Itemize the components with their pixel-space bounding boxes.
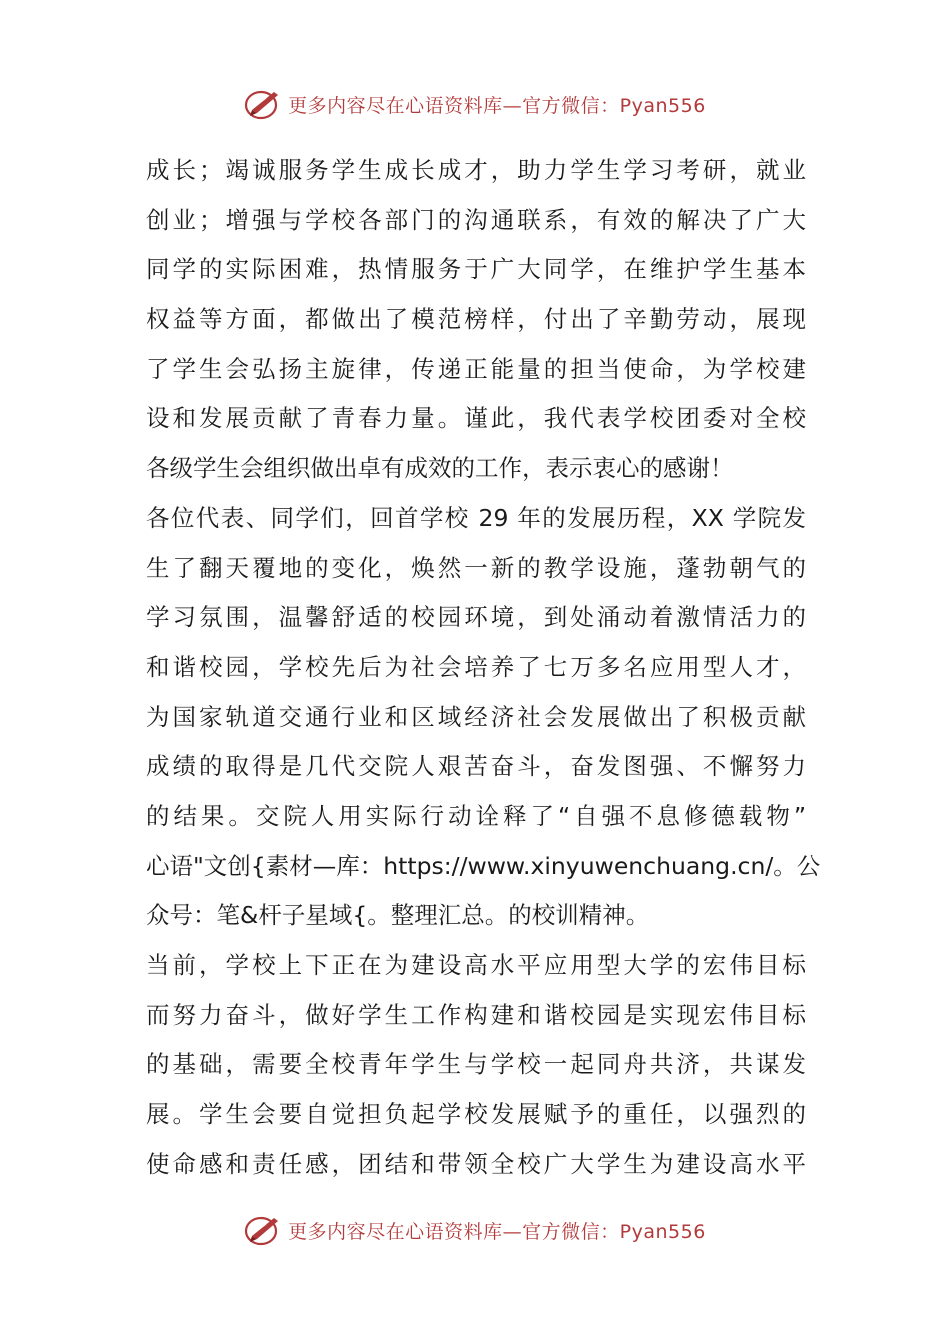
text-line: 设和发展贡献了青春力量。谨此，我代表学校团委对全校 xyxy=(146,404,806,433)
text-line: 心语"文创{素材—库：https://www.xinyuwenchuang.cn/。公 xyxy=(146,851,821,880)
text-line: 权益等方面，都做出了模范榜样，付出了辛勤劳动，展现 xyxy=(146,305,806,334)
banner-wechat-text: 官方微信：Pyan556 xyxy=(522,94,706,117)
text-line: 使命感和责任感，团结和带领全校广大学生为建设高水平 xyxy=(146,1149,806,1178)
pen-logo-icon xyxy=(244,86,284,122)
paragraph-1 xyxy=(146,146,806,494)
text-line: 生了翻天覆地的变化，焕然一新的教学设施，蓬勃朝气的 xyxy=(146,553,806,582)
text-line: 众号：笔&杆子星域{。整理汇总。的校训精神。 xyxy=(146,901,650,930)
text-line: 同学的实际困难，热情服务于广大同学，在维护学生基本 xyxy=(146,255,806,284)
banner-separator: — xyxy=(502,1220,523,1243)
text-line: 而努力奋斗，做好学生工作构建和谐校园是实现宏伟目标 xyxy=(146,1000,806,1029)
text-line: 各位代表、同学们，回首学校 29 年的发展历程，XX 学院发 xyxy=(146,503,806,532)
text-line: 的基础，需要全校青年学生与学校一起同舟共济，共谋发 xyxy=(146,1050,806,1079)
banner-main-text: 更多内容尽在心语资料库 xyxy=(288,1220,503,1243)
banner-separator: — xyxy=(502,94,523,117)
banner-wechat-text: 官方微信：Pyan556 xyxy=(522,1220,706,1243)
text-line: 和谐校园，学校先后为社会培养了七万多名应用型人才， xyxy=(146,652,806,681)
text-line: 成长；竭诚服务学生成长成才，助力学生学习考研，就业 xyxy=(146,156,806,184)
text-line: 成绩的取得是几代交院人艰苦奋斗，奋发图强、不懈努力 xyxy=(146,752,806,781)
text-line: 的结果。交院人用实际行动诠释了“自强不息修德载物” xyxy=(146,801,806,830)
text-line: 创业；增强与学校各部门的沟通联系，有效的解决了广大 xyxy=(146,205,806,234)
text-line: 当前，学校上下正在为建设高水平应用型大学的宏伟目标 xyxy=(146,951,806,979)
text-line: 展。学生会要自觉担负起学校发展赋予的重任，以强烈的 xyxy=(146,1100,806,1129)
header-banner xyxy=(0,84,950,124)
text-line: 各级学生会组织做出卓有成效的工作，表示衷心的感谢！ xyxy=(146,454,734,483)
footer-banner-text xyxy=(288,1217,706,1244)
text-line: 了学生会弘扬主旋律，传递正能量的担当使命，为学校建 xyxy=(146,354,806,383)
paragraph-3 xyxy=(146,941,806,1189)
document-body xyxy=(146,146,821,1189)
header-banner-text xyxy=(288,91,706,118)
banner-main-text: 更多内容尽在心语资料库 xyxy=(288,94,503,117)
text-line: 学习氛围，温馨舒适的校园环境，到处涌动着激情活力的 xyxy=(146,603,806,632)
footer-banner xyxy=(0,1210,950,1250)
text-line: 为国家轨道交通行业和区域经济社会发展做出了积极贡献 xyxy=(146,702,806,731)
paragraph-2 xyxy=(146,494,821,941)
pen-logo-icon xyxy=(244,1212,284,1248)
